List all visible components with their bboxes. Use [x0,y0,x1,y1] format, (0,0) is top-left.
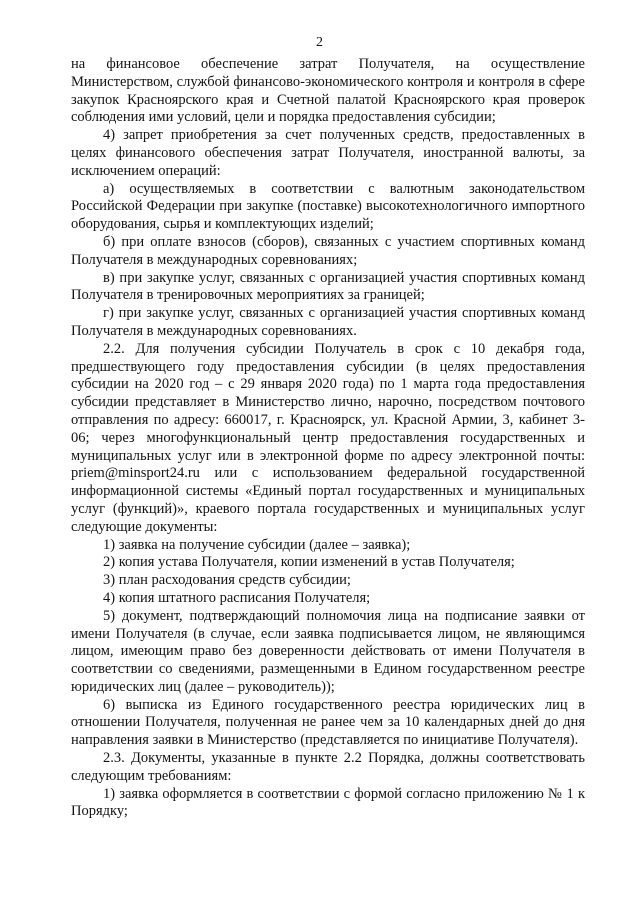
paragraph-doc-2: 2) копия устава Получателя, копии изменений в устав Получателя; [103,554,515,571]
paragraph-section-2-2: 2.2. Для получения субсидии Получатель в срок с 10 декабря года, предшествующего году предоставления субсидии (в целях предоставления субсидии на 2020 год – с 29 января 2020 года) по 1 марта года предоставления субсидии представляет в Министерство лично, нарочно, посредством почтового отправления по адресу: 660017, г. Красноярск, ул. Красной Армии, 3, кабинет 3-06; через многофункциональный центр предоставления государственных и муниципальных услуг или в электронной форме по адресу электронной почты: priem@minsport24.ru или с использованием федеральной государственной информационной системы «Единый портал государственных и муниципальных услуг (функций)», краевого портала государственных и муниципальных услуг следующие документы: [71,340,585,535]
paragraph-item-4: 4) запрет приобретения за счет полученных средств, предоставленных в целях финансового обеспечения затрат Получателя, иностранной валюты, за исключением операций: [71,127,585,179]
paragraph-section-2-3: 2.3. Документы, указанные в пункте 2.2 Порядка, должны соответствовать следующим требованиям: [71,750,585,784]
paragraph-subitem-b: б) при оплате взносов (сборов), связанных с участием спортивных команд Получателя в международных соревнованиях; [71,233,585,268]
paragraph-doc-1: 1) заявка на получение субсидии (далее – заявка); [103,536,411,553]
paragraph-doc-5: 5) документ, подтверждающий полномочия лица на подписание заявки от имени Получателя (в случае, если заявка подписывается лицом, не являющимся лицом, имеющим право без доверенности действовать от имени Получателя в соответствии со сведениями, размещенными в Едином государственном реестре юридических лиц (далее – руководитель)); [71,607,585,695]
paragraph-doc-4: 4) копия штатного расписания Получателя; [103,589,371,606]
paragraph-requirement-1: 1) заявка оформляется в соответствии с формой согласно приложению № 1 к Порядку; [71,785,585,820]
paragraph-subitem-v: в) при закупке услуг, связанных с организацией участия спортивных команд Получателя в тренировочных мероприятиях за границей; [71,269,585,304]
document-body [71,56,585,821]
paragraph-continuation: на финансовое обеспечение затрат Получателя, на осуществление Министерством, службой финансово-экономического контроля и контроля в сфере закупок Красноярского края и Счетной палатой Красноярского края проверок соблюдения ими условий, цели и порядка предоставления субсидии; [71,56,585,126]
paragraph-subitem-a: а) осуществляемых в соответствии с валютным законодательством Российской Федерации при закупке (поставке) высокотехнологичного импортного оборудования, сырья и комплектующих изделий; [71,180,585,233]
paragraph-subitem-g: г) при закупке услуг, связанных с организацией участия спортивных команд Получателя в международных соревнованиях. [71,305,585,339]
paragraph-doc-6: 6) выписка из Единого государственного реестра юридических лиц в отношении Получателя, полученная не ранее чем за 10 календарных дней до дня направления заявки в Министерство (представляется по инициативе Получателя). [71,696,585,749]
page-number: 2 [316,35,323,50]
paragraph-doc-3: 3) план расходования средств субсидии; [103,572,351,589]
